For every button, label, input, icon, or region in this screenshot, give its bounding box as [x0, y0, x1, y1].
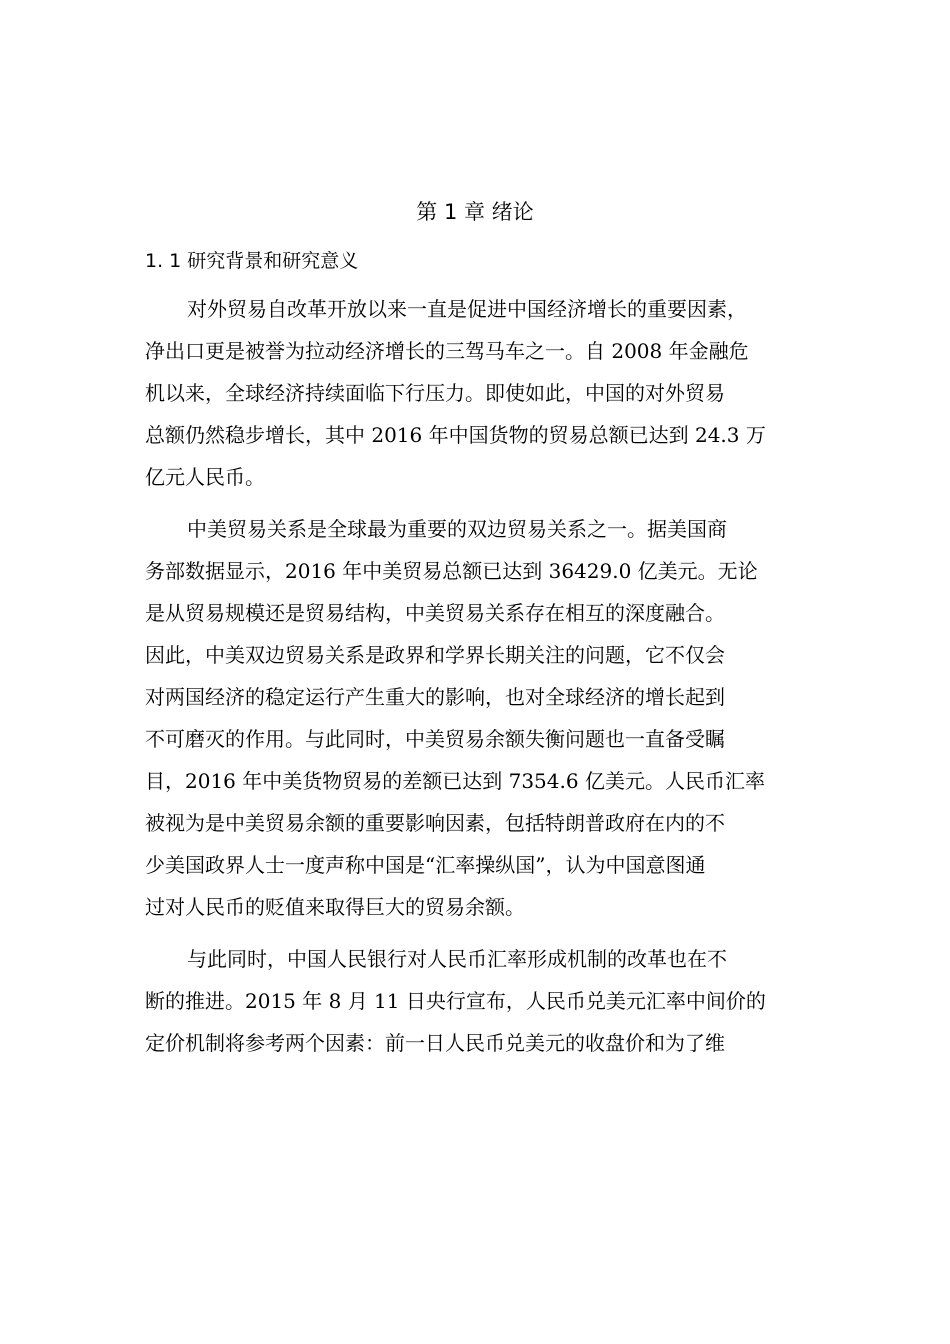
- text-line: 对两国经济的稳定运行产生重大的影响，也对全球经济的增长起到: [145, 685, 725, 709]
- text-line: 中美贸易关系是全球最为重要的双边贸易关系之一。据美国商: [187, 517, 727, 541]
- text-line: 总额仍然稳步增长，其中 2016 年中国货物的贸易总额已达到 24.3 万: [145, 423, 766, 447]
- paragraph-3: [145, 938, 805, 1064]
- text-line: 因此，中美双边贸易关系是政界和学界长期关注的问题，它不仅会: [145, 643, 725, 667]
- text-line: 目，2016 年中美货物贸易的差额已达到 7354.6 亿美元。人民币汇率: [145, 769, 765, 793]
- text-line: 不可磨灭的作用。与此同时，中美贸易余额失衡问题也一直备受瞩: [145, 727, 725, 751]
- text-line: 务部数据显示，2016 年中美贸易总额已达到 36429.0 亿美元。无论: [145, 559, 758, 583]
- body-text: [145, 288, 805, 1074]
- text-line: 亿元人民币。: [145, 465, 265, 489]
- chapter-title: 第 1 章 绪论: [416, 200, 534, 224]
- text-line: 少美国政界人士一度声称中国是“汇率操纵国”，认为中国意图通: [145, 853, 706, 877]
- text-line: 对外贸易自改革开放以来一直是促进中国经济增长的重要因素，: [187, 297, 747, 321]
- paragraph-1: [145, 288, 805, 498]
- text-line: 机以来，全球经济持续面临下行压力。即使如此，中国的对外贸易: [145, 381, 725, 405]
- text-line: 净出口更是被誉为拉动经济增长的三驾马车之一。自 2008 年金融危: [145, 339, 749, 363]
- paragraph-2: [145, 508, 805, 928]
- text-line: 断的推进。2015 年 8 月 11 日央行宣布，人民币兑美元汇率中间价的: [145, 989, 766, 1013]
- text-line: 是从贸易规模还是贸易结构，中美贸易关系存在相互的深度融合。: [145, 601, 725, 625]
- text-line: 过对人民币的贬值来取得巨大的贸易余额。: [145, 895, 525, 919]
- text-line: 与此同时，中国人民银行对人民币汇率形成机制的改革也在不: [187, 947, 727, 971]
- section-title: 1. 1 研究背景和研究意义: [145, 250, 359, 272]
- text-line: 被视为是中美贸易余额的重要影响因素，包括特朗普政府在内的不: [145, 811, 725, 835]
- text-line: 定价机制将参考两个因素：前一日人民币兑美元的收盘价和为了维: [145, 1031, 725, 1055]
